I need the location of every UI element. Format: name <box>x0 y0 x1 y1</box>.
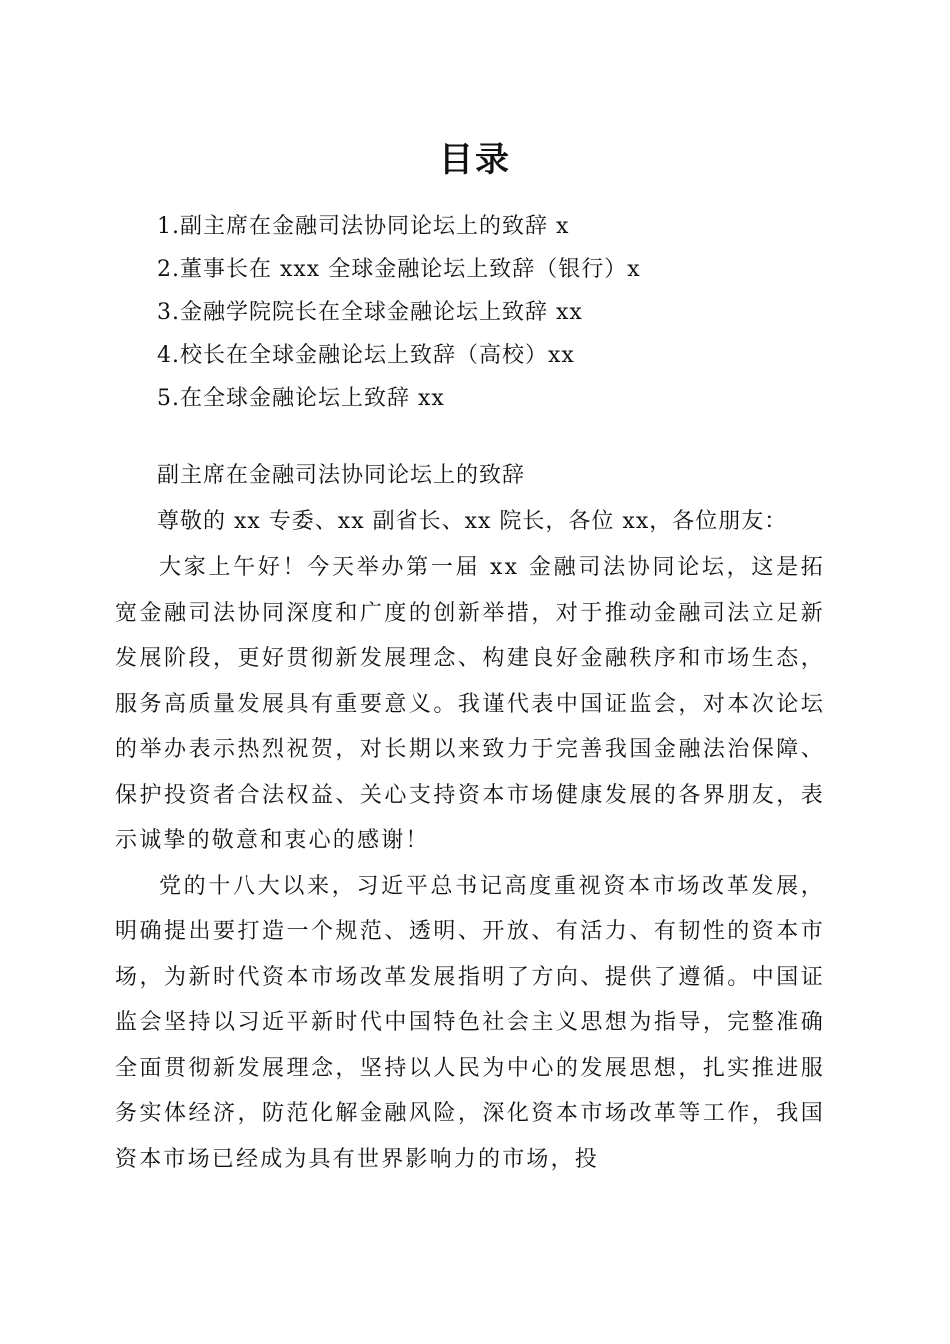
page-title: 目录 <box>439 140 511 180</box>
toc-item: 5.在全球金融论坛上致辞 xx <box>157 386 445 411</box>
speech-body <box>115 545 825 1182</box>
toc-item: 4.校长在全球金融论坛上致辞（高校）xx <box>157 343 575 368</box>
paragraph: 大家上午好！今天举办第一届 xx 金融司法协同论坛，这是拓宽金融司法协同深度和广度的创新举措，对于推动金融司法立足新发展阶段，更好贯彻新发展理念、构建良好金融秩序和市场生态，服务高质量发展具有重要意义。我谨代表中国证监会，对本次论坛的举办表示热烈祝贺，对长期以来致力于完善我国金融法治保障、保护投资者合法权益、关心支持资本市场健康发展的各界朋友，表示诚挚的敬意和衷心的感谢！ <box>115 555 825 853</box>
toc-item: 2.董事长在 xxx 全球金融论坛上致辞（银行）x <box>157 257 641 282</box>
paragraph: 党的十八大以来，习近平总书记高度重视资本市场改革发展，明确提出要打造一个规范、透明、开放、有活力、有韧性的资本市场，为新时代资本市场改革发展指明了方向、提供了遵循。中国证监会坚持以习近平新时代中国特色社会主义思想为指导，完整准确全面贯彻新发展理念，坚持以人民为中心的发展思想，扎实推进服务实体经济，防范化解金融风险，深化资本市场改革等工作，我国资本市场已经成为具有世界影响力的市场，投 <box>115 873 825 1172</box>
speech-title: 副主席在金融司法协同论坛上的致辞 <box>157 463 526 488</box>
table-of-contents <box>157 205 837 420</box>
toc-item: 1.副主席在金融司法协同论坛上的致辞 x <box>157 214 570 239</box>
toc-item: 3.金融学院院长在全球金融论坛上致辞 xx <box>157 300 583 325</box>
salutation: 尊敬的 xx 专委、xx 副省长、xx 院长，各位 xx，各位朋友： <box>157 509 788 534</box>
